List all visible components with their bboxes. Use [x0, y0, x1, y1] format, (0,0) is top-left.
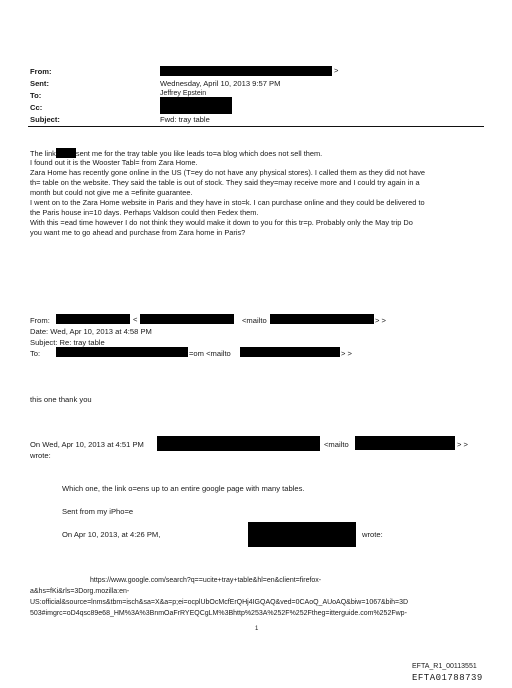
- url-line-2: a&hs=fKi&rls=3Dorg.mozilla:en-: [30, 588, 130, 595]
- footer-code-2: EFTA01788739: [412, 673, 483, 683]
- quoted1-to-tail: > >: [341, 349, 352, 358]
- to-label: To:: [30, 91, 42, 100]
- message-line-2: I found out it is the Wooster Tabl= from Zara Home.: [30, 158, 198, 167]
- sent-value: Wednesday, April 10, 2013 9:57 PM: [160, 79, 281, 88]
- message-line-7: the Paris house in=10 days. Perhaps Valdson could then Fedex them.: [30, 208, 259, 217]
- message-line-1-start: The link: [30, 149, 56, 158]
- quoted2-mailto-tail: > >: [457, 440, 468, 449]
- header-divider: [28, 126, 484, 127]
- quoted1-from-label: From:: [30, 316, 50, 325]
- redaction-quoted1-to-name: [56, 347, 188, 357]
- quoted1-to-label: To:: [30, 349, 41, 358]
- message-line-1-end: sent me for the tray table you like leads to=a blog which does not sell them.: [75, 149, 323, 158]
- quoted2-body2: Sent from my iPho=e: [62, 507, 134, 516]
- redaction-quoted1-from-email: [140, 314, 234, 324]
- message-line-5: month but could not give me a =efinite guarantee.: [30, 188, 193, 197]
- quoted1-date: Date: Wed, Apr 10, 2013 at 4:58 PM: [30, 327, 152, 336]
- url-line-1: https://www.google.com/search?q==ucite+tray+table&hl=en&client=firefox-: [90, 577, 322, 584]
- redaction-quoted2-sender: [157, 436, 320, 451]
- redaction-quoted1-to-email: [240, 347, 340, 357]
- redaction-from: [160, 66, 332, 76]
- quoted2-on-line2: On Apr 10, 2013, at 4:26 PM,: [62, 530, 161, 539]
- quoted1-to-mid: =om <mailto: [189, 349, 231, 358]
- url-line-3: US:official&source=lnms&tbm=isch&sa=X&a=p;ei=ocplUbOcMcfErQHj4IGQAQ&ved=0CAoQ_AUoAQ&biw=1067&bih=3D: [30, 599, 409, 606]
- footer-code-1: EFTA_R1_00113551: [412, 663, 477, 670]
- quoted1-subject: Subject: Re: tray table: [30, 338, 105, 347]
- quoted1-mailto-tail: > >: [375, 316, 386, 325]
- from-tail: >: [334, 66, 339, 75]
- cc-label: Cc:: [30, 103, 43, 112]
- from-label: From:: [30, 67, 52, 76]
- quoted2-body1: Which one, the link o=ens up to an entire google page with many tables.: [62, 484, 305, 493]
- quoted2-wrote: wrote:: [30, 451, 51, 460]
- page-number: 1: [255, 626, 259, 632]
- redaction-quoted1-mailto: [270, 314, 374, 324]
- quoted1-mailto: <mailto: [242, 316, 267, 325]
- redaction-cc: [160, 97, 232, 114]
- quoted2-on-line: On Wed, Apr 10, 2013 at 4:51 PM: [30, 440, 144, 449]
- message-line-8: With this =ead time however I do not think they would make it down to you for this tr=p. Probably only the May trip Do: [30, 218, 413, 227]
- message-line-9: you want me to go ahead and purchase from Zara home in Paris?: [30, 228, 246, 237]
- subject-label: Subject:: [30, 115, 60, 124]
- subject-value: Fwd: tray table: [160, 115, 210, 124]
- message-line-4: th= table on the website. They said the table is out of stock. They said they=may receive more and I could try again in a: [30, 178, 420, 187]
- message-line-6: I went on to the Zara Home website in Paris and they have in sto=k. I can purchase online and they could be delivered to: [30, 198, 425, 207]
- sent-label: Sent:: [30, 79, 49, 88]
- quoted1-body: this one thank you: [30, 395, 92, 404]
- quoted2-wrote2: wrote:: [362, 530, 383, 539]
- quoted2-mailto: <mailto: [324, 440, 349, 449]
- message-line-3: Zara Home has recently gone online in the US (T=ey do not have any physical stores). I called them as they did not have: [30, 168, 425, 177]
- redaction-quoted1-from-name: [56, 314, 130, 324]
- redaction-quoted2-original-sender: [248, 522, 356, 547]
- to-value: Jeffrey Epstein: [160, 90, 207, 97]
- redaction-quoted2-mailto: [355, 436, 455, 450]
- redaction-link-sender: [56, 148, 76, 158]
- quoted1-from-lt: <: [133, 315, 138, 324]
- url-line-4: 503#imgrc=oD4qsc89e68_HM%3A%3BnmOaFrRYEQCgLM%3Bhttp%253A%252F%252Ftheg=itterguide.com%252Fwp-: [30, 610, 407, 617]
